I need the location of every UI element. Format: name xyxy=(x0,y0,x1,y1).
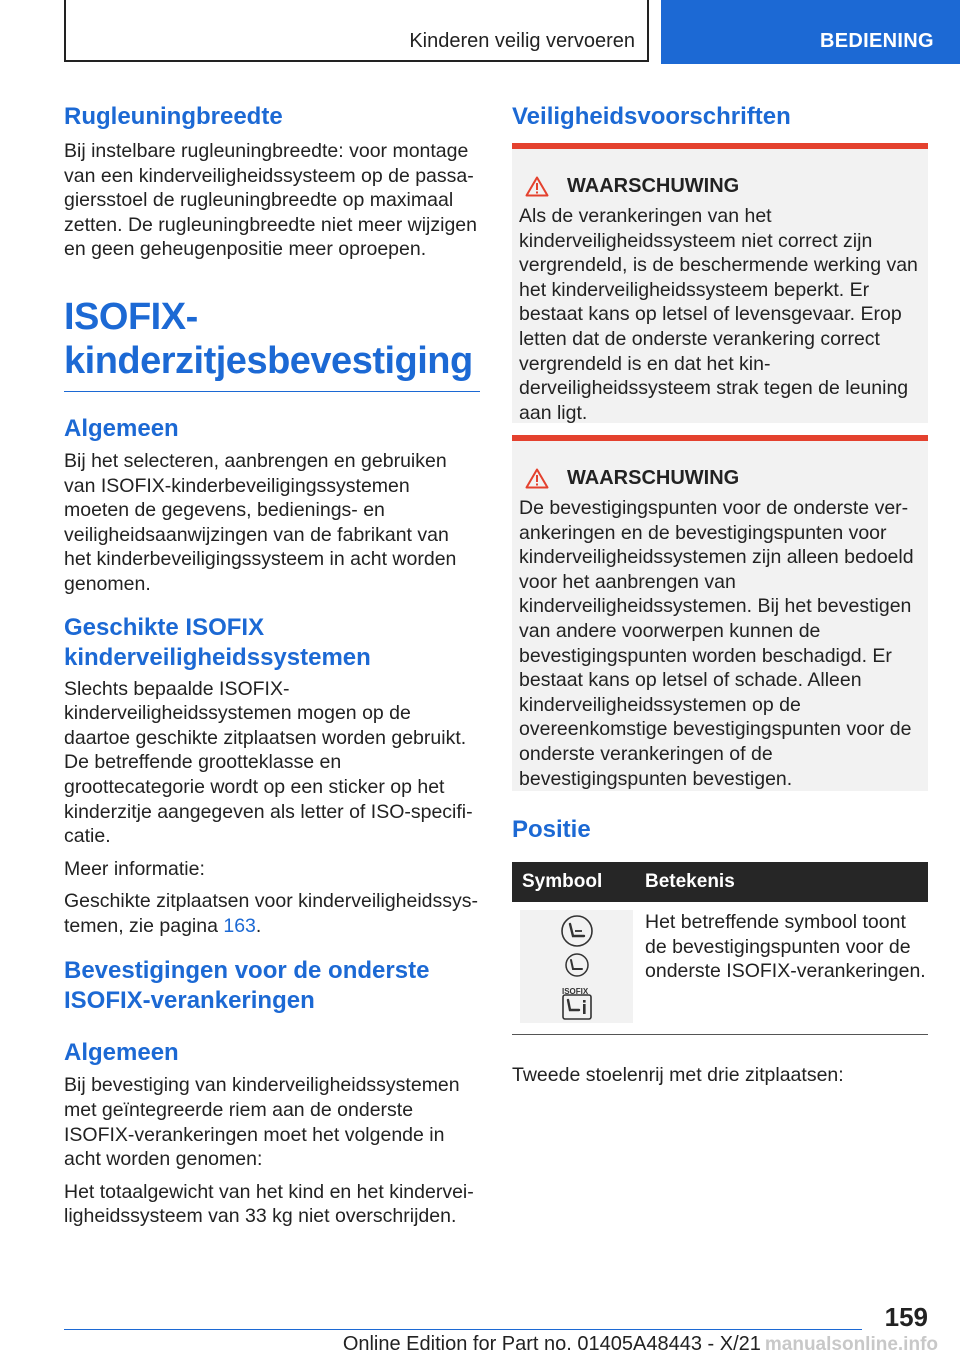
footer-line-text xyxy=(343,1333,938,1356)
header-section-title: Kinderen veilig vervoeren xyxy=(409,30,635,52)
header-section-box xyxy=(64,0,649,62)
footer-rule xyxy=(64,1329,862,1330)
heading-isofix-line1: ISOFIX- xyxy=(64,295,198,338)
paragraph-algemeen: Bij het selecteren, aanbrengen en gebruiken van ISOFIX-kinderbeveiligingssystemen moeten de gegevens, bedienings- en veiligheidsaanwijzingen van de fabrikant van het kinderbeveiligingssysteem in acht worden genomen. xyxy=(64,449,457,595)
isofix-icon xyxy=(562,952,592,982)
page-reference-link[interactable]: 163 xyxy=(223,914,256,937)
child-seat-info-icon xyxy=(562,994,592,1020)
warning-title-2 xyxy=(519,467,922,490)
isofix-label: ISOFIX xyxy=(562,987,589,996)
child-seat-icon xyxy=(560,914,594,948)
warning-title-text-2: WAARSCHUWING xyxy=(567,467,740,489)
paragraph-reference xyxy=(64,889,480,938)
heading-veiligheidsvoorschriften: Veiligheidsvoorschriften xyxy=(512,103,791,130)
warning-box-2 xyxy=(512,435,928,791)
warning-text-2: De bevestigingspunten voor de onderste verankeringen en de bevestigingspunten voor kinderveiligheidssystemen zijn alleen bedoeld voor het aanbrengen van kinderveiligheidssystemen. Bij het bevestigen van andere voorwerpen kunnen de bevestigingspunten worden beschadigd. Er bestaat kans op letsel of schade. Alleen kinderveiligheidssystemen op de overeenkomstige bevestigingspunten voor de onderste verankeringen of de bevestigingspunten bevestigen. xyxy=(519,497,914,790)
warning-title-1 xyxy=(519,175,922,198)
paragraph-rugleuningbreedte: Bij instelbare rugleuningbreedte: voor montage van een kinderveiligheidssysteem op de passagiersstoel de rugleuningbreedte op maximaal zetten. De rugleuningbreedte niet meer wijzigen en geen geheugenpositie meer oproepen. xyxy=(64,140,477,261)
paragraph-tweede-stoelenrij: Tweede stoelenrij met drie zitplaatsen: xyxy=(512,1064,844,1086)
footer-watermark: manualsonline.info xyxy=(764,1334,938,1355)
symbol-table xyxy=(512,862,928,1024)
paragraph-geschikt: Slechts bepaalde ISOFIX-kinderveiligheidssystemen mogen op de daartoe geschikte zitplaatsen worden gebruikt. De betreffende grootteklasse en groottecategorie wordt op een sticker op het kinderzitje aangegeven als letter of ISO-specificatie. xyxy=(64,677,473,848)
footer-edition: Online Edition for Part no. 01405A48443 - X/21 xyxy=(342,1333,761,1355)
page-number: 159 xyxy=(884,1302,928,1332)
left-column xyxy=(64,102,480,1229)
heading-algemeen-2: Algemeen xyxy=(64,1039,179,1067)
symbol-cell xyxy=(512,902,635,1024)
warning-triangle-icon xyxy=(525,468,549,489)
heading-isofix-block xyxy=(64,295,480,392)
symbol-table-wrap xyxy=(512,862,928,1035)
heading-algemeen: Algemeen xyxy=(64,414,179,442)
header-chapter-label: BEDIENING xyxy=(820,30,934,52)
header-chapter-tab[interactable] xyxy=(661,0,960,64)
warning-text-1: Als de verankeringen van het kinderveiligheidssysteem niet correct zijn vergrendeld, is de beschermende werking van het kinderveiligheidssysteem beperkt. Er bestaat kans op letsel of levensgevaar. Erop letten dat de onderste verankering correct vergrendeld is en dat het kinderveiligheidssysteem strak tegen de leuning aan ligt. xyxy=(519,205,918,424)
reference-text: Geschikte zitplaatsen voor kinderveiligheidssystemen, zie pagina xyxy=(64,890,479,937)
table-header-row xyxy=(512,862,928,902)
table-row xyxy=(512,902,928,1024)
table-bottom-rule xyxy=(512,1034,928,1035)
paragraph-totaalgewicht: Het totaalgewicht van het kind en het kinderveiligheidssysteem van 33 kg niet overschrijden. xyxy=(64,1180,474,1228)
warning-title-text-1: WAARSCHUWING xyxy=(567,175,740,197)
heading-isofix-line2: kinderzitjesbevestiging xyxy=(64,339,473,382)
heading-geschikt-line2: kinderveiligheidssystemen xyxy=(64,643,371,671)
heading-bevestigingen-line2: ISOFIX-verankeringen xyxy=(64,987,315,1015)
symbol-panel xyxy=(520,910,633,1023)
warning-triangle-icon xyxy=(525,176,549,197)
paragraph-bevestiging: Bij bevestiging van kinderveiligheidssystemen met geïntegreerde riem aan de onderste ISOFIX-verankeringen moet het volgende in acht worden genomen: xyxy=(64,1074,460,1171)
column-header-meaning: Betekenis xyxy=(635,862,928,902)
heading-geschikt-line1: Geschikte ISOFIX xyxy=(64,613,265,641)
meaning-cell: Het betreffende symbool toont de bevestigingspunten voor de onderste ISOFIX-verankeringen. xyxy=(645,911,926,983)
paragraph-meer-informatie: Meer informatie: xyxy=(64,857,205,880)
heading-bevestigingen-line1: Bevestigingen voor de onderste xyxy=(64,957,430,985)
column-header-symbol: Symbool xyxy=(512,862,635,902)
reference-end: . xyxy=(255,914,262,937)
heading-rugleuningbreedte: Rugleuningbreedte xyxy=(64,103,283,130)
heading-positie: Positie xyxy=(512,816,591,843)
warning-box-1 xyxy=(512,143,928,423)
